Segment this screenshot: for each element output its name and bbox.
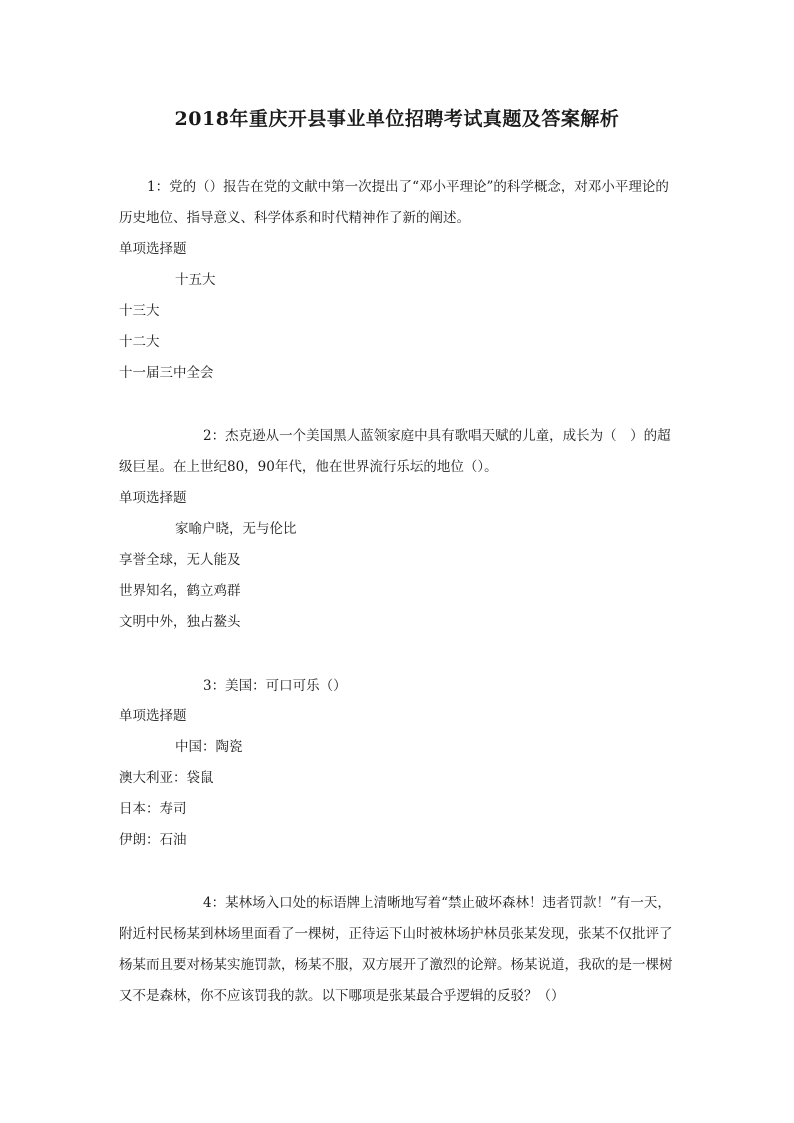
question-1-stem: 党的（）报告在党的文献中第一次提出了“邓小平理论”的科学概念，对邓小平理论的历史地位、指导意义、科学体系和时代精神作了新的阐述。 (119, 179, 669, 226)
question-2-option-b: 享誉全球，无人能及 (119, 552, 241, 568)
question-2-type: 单项选择题 (119, 490, 187, 506)
question-2-option-a: 家喻户晓，无与伦比 (175, 521, 297, 537)
question-3-text (119, 671, 679, 702)
question-2-text (119, 421, 679, 483)
question-2-stem: 杰克逊从一个美国黑人蓝领家庭中具有歌唱天赋的儿童，成长为（ ）的超级巨星。在上世纪80，90年代，他在世界流行乐坛的地位（）。 (119, 428, 671, 475)
question-1-option-b: 十三大 (119, 303, 160, 319)
question-2-option-c: 世界知名，鹤立鸡群 (119, 583, 241, 599)
question-4-text (119, 888, 679, 1012)
question-3-option-c: 日本：寿司 (119, 801, 187, 817)
question-2-option-d: 文明中外，独占鳌头 (119, 614, 241, 630)
question-3-option-d: 伊朗：石油 (119, 832, 187, 848)
question-3-stem: 美国：可口可乐（） (225, 678, 347, 694)
question-1-option-a: 十五大 (175, 272, 216, 288)
document-title: 2018年重庆开县事业单位招聘考试真题及答案解析 (174, 108, 620, 130)
question-4-number: 4： (203, 895, 226, 911)
question-3-option-a: 中国：陶瓷 (175, 739, 243, 755)
question-1-text (119, 172, 679, 234)
question-1-option-c: 十二大 (119, 334, 160, 350)
question-2-number: 2： (203, 428, 226, 444)
question-3-option-b: 澳大利亚：袋鼠 (119, 770, 214, 786)
question-4-stem: 某林场入口处的标语牌上清晰地写着“禁止破坏森林！违者罚款！”有一天，附近村民杨某到林场里面看了一棵树，正待运下山时被林场护林员张某发现，张某不仅批评了杨某而且要对杨某实施罚款，杨某不服，双方展开了激烈的论辩。杨某说道，我砍的是一棵树又不是森林，你不应该罚我的款。以下哪项是张某最合乎逻辑的反驳？（） (119, 895, 673, 1004)
question-1-type: 单项选择题 (119, 241, 187, 257)
question-3-number: 3： (203, 678, 226, 694)
question-3-type: 单项选择题 (119, 708, 187, 724)
question-1-option-d: 十一届三中全会 (119, 365, 214, 381)
question-1-number: 1： (147, 179, 170, 195)
